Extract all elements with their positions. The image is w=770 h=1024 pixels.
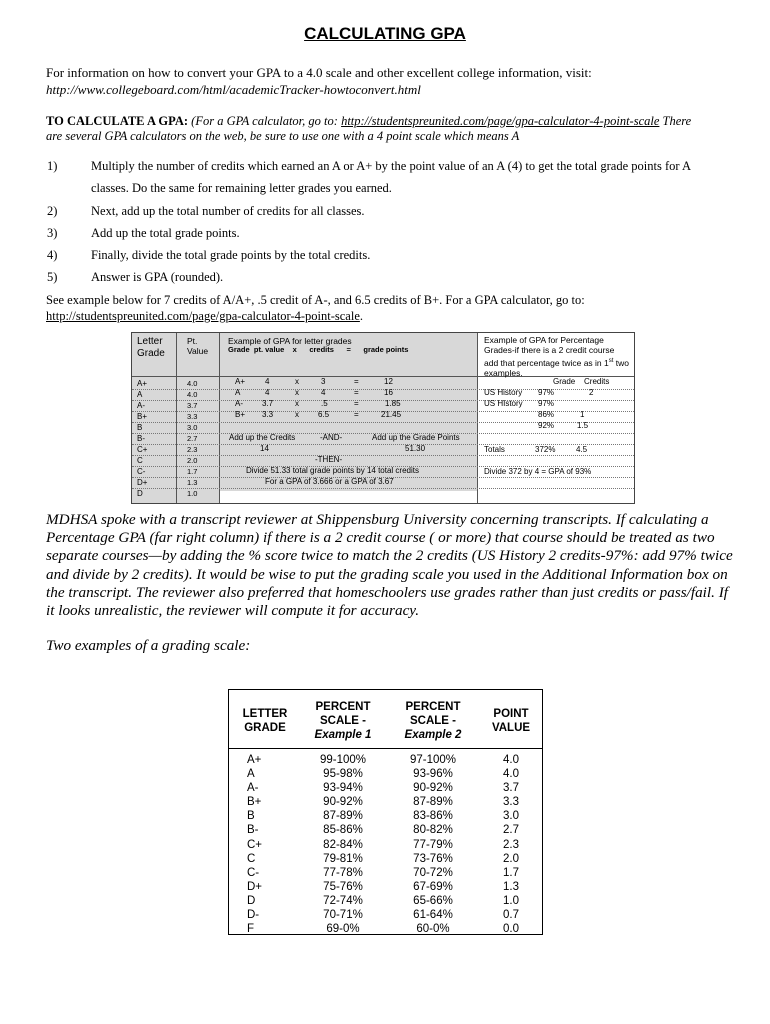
add-points-label: Add up the Grade Points: [372, 433, 460, 442]
header-line: SCALE -: [320, 715, 366, 727]
step-text: Next, add up the total number of credits for all classes.: [91, 204, 365, 218]
gpa-calculator-link-2[interactable]: http://studentspreunited.com/page/gpa-calculator-4-point-scale: [46, 309, 360, 323]
header-line: [484, 356, 629, 368]
grade-column: [137, 378, 147, 499]
scale-1-column: [303, 753, 383, 936]
letter-cell: F: [247, 923, 255, 936]
grade-cell: A+: [137, 379, 148, 388]
scale-2-cell: 65-66%: [413, 894, 453, 907]
sub-grade: Grade: [228, 345, 250, 354]
calc-x: x: [295, 399, 299, 408]
scale-2-cell: 73-76%: [413, 852, 453, 865]
credits-total: 14: [260, 444, 269, 453]
pct-course: US HIstory: [484, 399, 523, 408]
header-line: GRADE: [244, 722, 286, 734]
calc-grade: A-: [235, 399, 243, 408]
scale-1-cell: 72-74%: [323, 894, 363, 907]
row-line: [132, 455, 634, 456]
point-cell: 2.0: [503, 852, 519, 865]
letter-cell: C+: [247, 838, 263, 851]
grade-cell: A: [137, 390, 143, 399]
scale-1-cell: 87-89%: [323, 810, 363, 823]
points-total: 51.30: [405, 444, 426, 453]
step-text: Add up the total grade points.: [91, 226, 240, 240]
row-line: [132, 488, 634, 489]
point-cell: 3.3: [187, 412, 198, 421]
scale-1-cell: 85-86%: [323, 824, 363, 837]
point-cell: 4.0: [187, 379, 198, 388]
scale-2-cell: 70-72%: [413, 866, 453, 879]
header-line: PERCENT: [315, 701, 371, 713]
calc-equals: =: [354, 388, 359, 397]
point-cell: 4.0: [503, 754, 519, 766]
grade-cell: B+: [137, 412, 148, 421]
step-number: 4): [47, 248, 58, 262]
letter-cell: C: [247, 852, 256, 865]
point-cell: 1.0: [187, 489, 198, 498]
row-line: [132, 389, 634, 390]
pct-course: US History: [484, 388, 523, 397]
letter-cell: D+: [247, 880, 263, 893]
page-title: CALCULATING GPA: [304, 24, 466, 43]
superscript: st: [608, 357, 614, 364]
scale-1-cell: 75-76%: [323, 880, 363, 893]
scale-1-cell: 79-81%: [323, 852, 363, 865]
letter-cell: D-: [247, 909, 260, 922]
header-text: add that percentage twice as in 1: [484, 357, 609, 368]
pct-head-credits: Credits: [584, 377, 610, 386]
sub-equals: =: [346, 345, 351, 354]
point-cell: 2.7: [503, 824, 519, 837]
scale-1-cell: 95-98%: [323, 768, 363, 781]
point-column: [187, 378, 197, 499]
header-line: PERCENT: [405, 701, 461, 713]
header-line: Example of GPA for Percentage: [484, 335, 604, 345]
gpa-calculator-link[interactable]: http://studentspreunited.com/page/gpa-calculator-4-point-scale: [341, 114, 660, 128]
scale-1-cell: 70-71%: [323, 909, 363, 922]
scale-2-cell: 87-89%: [413, 796, 453, 809]
step-text: Multiply the number of credits which earned an A or A+ by the point value of an A (4) to get the total grade points for A: [91, 159, 691, 173]
pct-score: 97%: [538, 399, 555, 408]
point-cell: 3.0: [503, 810, 519, 823]
sub-grade-points: grade points: [363, 345, 409, 354]
point-cell: 1.7: [503, 866, 519, 879]
row-line: [132, 400, 634, 401]
step-number: 3): [47, 226, 58, 240]
letter-column: [247, 753, 262, 936]
point-cell: 0.0: [503, 923, 519, 936]
grade-cell: B: [137, 423, 143, 432]
pct-credits: 1: [580, 410, 585, 419]
header-line: Example 1: [314, 729, 372, 741]
add-credits-label: Add up the Credits: [229, 433, 296, 442]
header-separator: [229, 748, 542, 749]
pct-score: 86%: [538, 410, 555, 419]
step-number: 5): [47, 270, 58, 284]
scale-2-cell: 61-64%: [413, 909, 453, 922]
grading-scale-table: [228, 689, 543, 935]
scale-2-cell: 97-100%: [409, 754, 457, 766]
calc-points: 12: [384, 377, 393, 386]
header-line: Letter: [137, 336, 163, 347]
scale-1-cell: 69-0%: [326, 923, 360, 936]
calc-credits: .5: [321, 399, 328, 408]
example-note-link-line: [46, 308, 363, 325]
grade-cell: D: [137, 489, 143, 498]
calc-equals: =: [354, 410, 359, 419]
calc-equals: =: [354, 377, 359, 386]
scale-2-cell: 90-92%: [413, 782, 453, 795]
calc-after: There: [659, 114, 692, 128]
step-text: Answer is GPA (rounded).: [91, 270, 224, 284]
point-cell: 3.3: [503, 796, 519, 809]
letter-cell: A+: [247, 754, 262, 766]
letter-cell: B+: [247, 796, 262, 809]
point-cell: 1.0: [503, 894, 519, 907]
step-text: Finally, divide the total grade points by the total credits.: [91, 248, 371, 262]
row-line: [132, 444, 634, 445]
letter-grade-header: [235, 707, 295, 735]
point-cell: 2.3: [187, 445, 198, 454]
pct-credits: 2: [589, 388, 594, 397]
header-line: Value: [187, 346, 209, 356]
point-cell: 2.7: [187, 434, 198, 443]
point-cell: 2.0: [187, 456, 198, 465]
header-line: SCALE -: [410, 715, 456, 727]
grade-cell: B-: [137, 434, 145, 443]
scale-2-cell: 60-0%: [416, 923, 450, 936]
mdhsa-paragraph: MDHSA spoke with a transcript reviewer at Shippensburg University concerning transcripts. If calculating a Percentage GPA (far right column) if there is a 2 credit course ( or more) that course should be treated as two separate courses—by adding the % score twice to match the 2 credits (US History 2 credits-97%: add 97% twice and divide by 2 credits). It would be wise to put the grading scale you used in the Additional Information box on the transcript. The reviewer also preferred that homeschoolers use grades rather than just credits or pass/fail. If it looks unrealistic, the reviewer will compute it for accuracy.: [46, 511, 733, 620]
point-cell: 3.0: [187, 423, 198, 432]
header-line: Example 2: [404, 729, 462, 741]
pct-credits: 1.5: [577, 421, 589, 430]
grade-cell: C+: [137, 445, 148, 454]
calc-lead: (For a GPA calculator, go to:: [188, 114, 342, 128]
header-line: examples.: [484, 367, 523, 378]
letter-cell: B: [247, 810, 255, 823]
calc-grade: B+: [235, 410, 246, 419]
point-cell: 3.7: [503, 782, 519, 795]
header-line: LETTER: [242, 708, 288, 720]
example-note: See example below for 7 credits of A/A+, .5 credit of A-, and 6.5 credits of B+. For a GPA calculator, go to:: [46, 293, 585, 307]
scale-2-cell: 83-86%: [413, 810, 453, 823]
calc-equals: =: [354, 399, 359, 408]
pct-score: 92%: [538, 421, 555, 430]
point-cell: 2.3: [503, 838, 519, 851]
scale-2-cell: 93-96%: [413, 768, 453, 781]
totals-credits: 4.5: [576, 445, 588, 454]
letter-cell: B-: [247, 824, 259, 837]
scale-1-cell: 93-94%: [323, 782, 363, 795]
calc-value: 3.3: [262, 410, 274, 419]
calc-points: 1.85: [385, 399, 401, 408]
point-cell: 1.3: [187, 478, 198, 487]
step-text-cont: classes. Do the same for remaining letter grades you earned.: [91, 181, 392, 195]
step-number: 2): [47, 204, 58, 218]
divide-label: Divide 51.33 total grade points by 14 total credits: [246, 466, 419, 475]
header-line: POINT: [493, 708, 529, 720]
point-cell: 1.3: [503, 880, 519, 893]
pct-head-grade: Grade: [553, 377, 576, 386]
scale-1-cell: 82-84%: [323, 838, 363, 851]
percent-scale-2-header: [393, 700, 473, 742]
calc-grade: A: [235, 388, 241, 397]
sub-credits: credits: [309, 345, 334, 354]
scale-1-cell: 99-100%: [319, 754, 367, 766]
calc-points: 21.45: [381, 410, 402, 419]
sub-x: x: [292, 345, 297, 354]
calc-credits: 4: [321, 388, 326, 397]
calc-credits: 3: [321, 377, 326, 386]
grade-cell: A-: [137, 401, 145, 410]
grade-cell: D+: [137, 478, 148, 487]
header-text: two: [613, 357, 630, 368]
totals-label: Totals: [484, 445, 505, 454]
scale-2-cell: 67-69%: [413, 880, 453, 893]
calc-x: x: [295, 388, 299, 397]
sub-pt-value: pt. value: [253, 345, 285, 354]
scale-2-cell: 80-82%: [413, 824, 453, 837]
calc-value: 4: [265, 388, 270, 397]
pct-divide: Divide 372 by 4 = GPA of 93%: [484, 467, 592, 476]
grade-cell: C-: [137, 467, 146, 476]
collegeboard-link[interactable]: http://www.collegeboard.com/html/academicTracker-howtoconvert.html: [46, 82, 421, 97]
letter-grade-header: [137, 336, 165, 360]
scale-1-cell: 90-92%: [323, 796, 363, 809]
point-value-header: [480, 707, 542, 735]
point-cell: 3.7: [187, 401, 198, 410]
pct-score: 97%: [538, 388, 555, 397]
scale-1-cell: 77-78%: [323, 866, 363, 879]
intro-text: For information on how to convert your GPA to a 4.0 scale and other excellent college information, visit:: [46, 65, 592, 80]
link-period: .: [359, 309, 364, 323]
letter-cell: A-: [247, 782, 259, 795]
calc-x: x: [295, 377, 299, 386]
header-line: VALUE: [491, 722, 531, 734]
point-cell: 1.7: [187, 467, 198, 476]
header-line: Pt.: [187, 336, 198, 346]
calc-x: x: [295, 410, 299, 419]
row-line: [132, 422, 634, 423]
letter-cell: C-: [247, 866, 260, 879]
point-column: [480, 753, 542, 936]
pct-header: [484, 335, 629, 378]
calc-points: 16: [384, 388, 393, 397]
gpa-example-table: [131, 332, 635, 504]
point-cell: 4.0: [187, 390, 198, 399]
and-label: -AND-: [320, 433, 343, 442]
scale-2-cell: 77-79%: [413, 838, 453, 851]
pt-value-header: [187, 336, 208, 356]
totals-pct: 372%: [535, 445, 556, 454]
calc-note: are several GPA calculators on the web, be sure to use one with a 4 point scale which means A: [46, 129, 520, 143]
letter-cell: A: [247, 768, 255, 781]
calc-value: 4: [265, 377, 270, 386]
letter-cell: D: [247, 894, 256, 907]
example-subheader: [228, 345, 408, 354]
header-line: Grades-if there is a 2 credit course: [484, 345, 615, 356]
percent-scale-1-header: [303, 700, 383, 742]
grading-scale-heading: Two examples of a grading scale:: [46, 637, 251, 654]
header-line: Grade: [137, 348, 165, 359]
point-cell: 0.7: [503, 909, 519, 922]
calc-grade: A+: [235, 377, 246, 386]
example-header: Example of GPA for letter grades: [228, 336, 352, 346]
point-cell: 4.0: [503, 768, 519, 781]
result-label: For a GPA of 3.666 or a GPA of 3.67: [265, 477, 394, 486]
calc-value: 3.7: [262, 399, 274, 408]
step-number: 1): [47, 159, 58, 173]
grade-cell: C: [137, 456, 143, 465]
calc-heading: TO CALCULATE A GPA:: [46, 114, 189, 128]
scale-2-column: [393, 753, 473, 936]
calc-credits: 6.5: [318, 410, 330, 419]
then-label: -THEN-: [315, 455, 343, 464]
